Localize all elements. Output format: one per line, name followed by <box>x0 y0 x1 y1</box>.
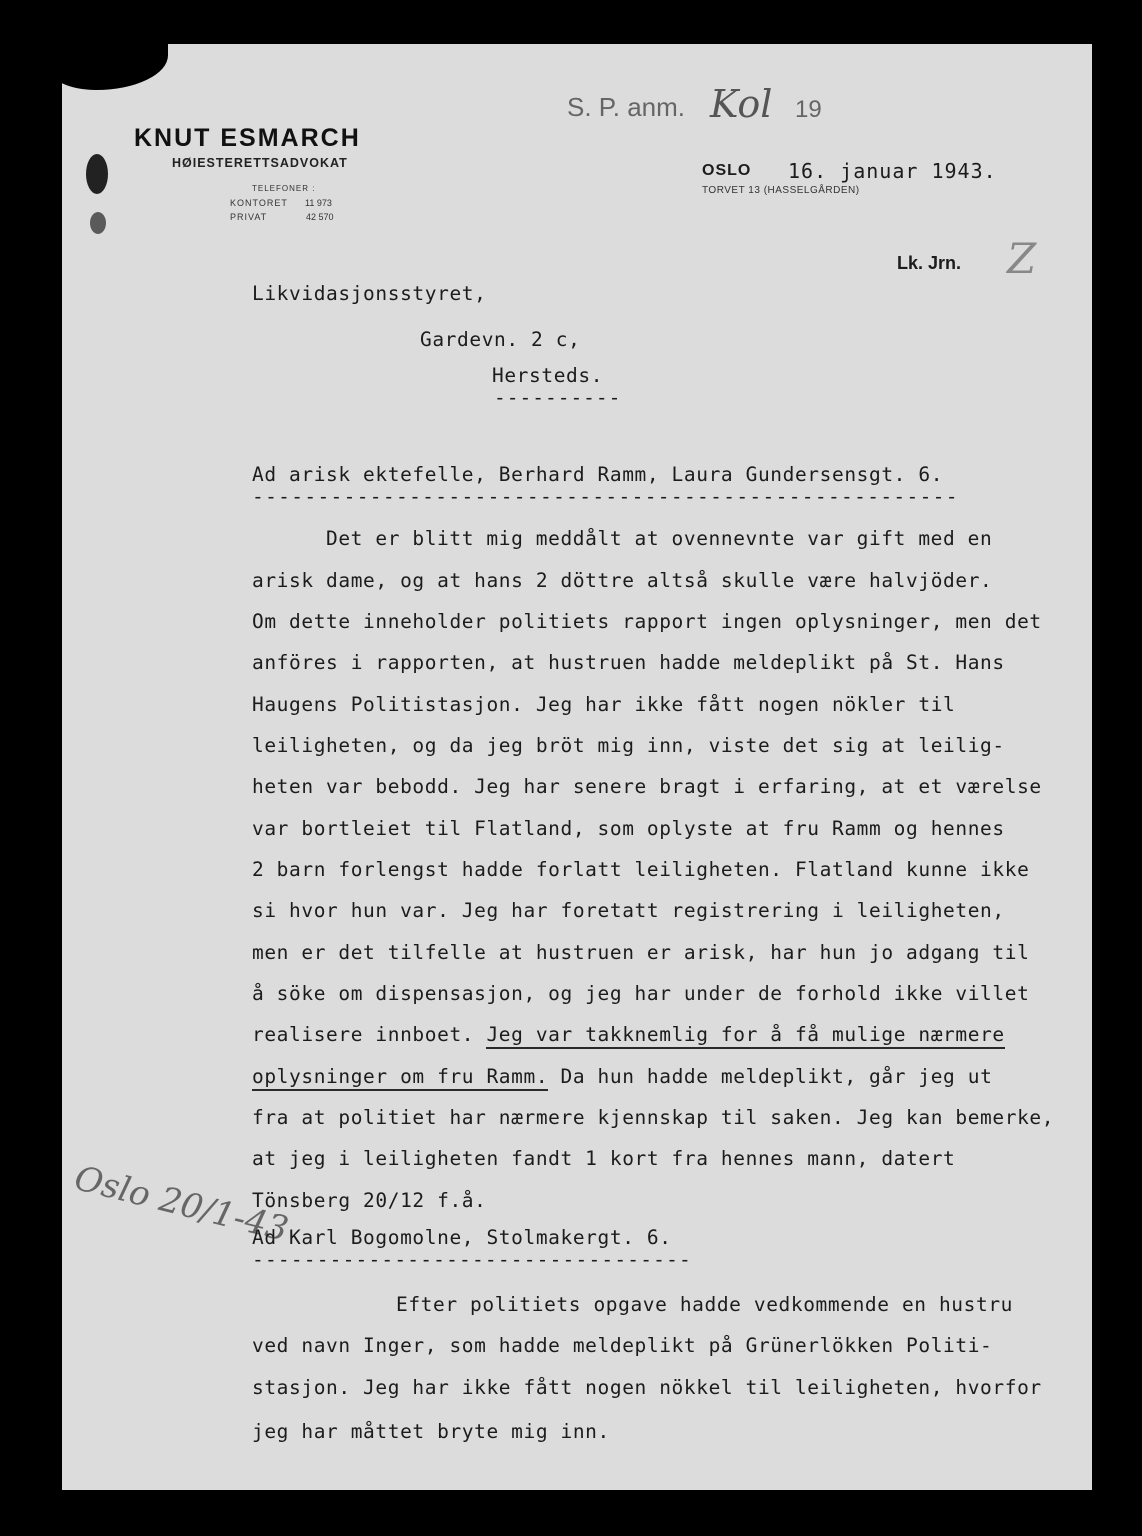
body-line: Tönsberg 20/12 f.å. <box>252 1189 487 1212</box>
body-line: jeg har måttet bryte mig inn. <box>252 1420 610 1443</box>
body-line: 2 barn forlengst hadde forlatt leiligheten. Flatland kunne ikke <box>252 858 1030 881</box>
recipient-rule: ---------- <box>494 386 622 409</box>
recipient-line-3: Hersteds. <box>492 364 604 387</box>
private-phone-label: PRIVAT <box>230 212 268 222</box>
place: OSLO <box>702 162 752 179</box>
section2-heading: Ad Karl Bogomolne, Stolmakergt. 6. <box>252 1226 672 1249</box>
office-phone-label: KONTORET <box>230 198 288 208</box>
body-line: Om dette inneholder politiets rapport ingen oplysninger, men det <box>252 610 1042 633</box>
phones-label: TELEFONER : <box>252 184 316 193</box>
body-line: arisk dame, og at hans 2 döttre altså skulle være halvjöder. <box>252 569 993 592</box>
underlined-text: Jeg var takknemlig for å få mulige nærmere <box>486 1023 1004 1049</box>
letterhead-name: KNUT ESMARCH <box>134 124 361 152</box>
section1-rule: ------------------------------------------------------ <box>252 485 959 508</box>
office-phone-number: 11 973 <box>305 198 332 208</box>
recipient-line-2: Gardevn. 2 c, <box>420 328 581 351</box>
body-text: realisere innboet. <box>252 1023 475 1046</box>
body-line: leiligheten, og da jeg bröt mig inn, viste det sig at leilig- <box>252 734 1005 757</box>
body-text: Da hun hadde meldeplikt, går jeg ut <box>560 1065 993 1088</box>
stamp: S. P. anm. <box>567 92 686 122</box>
body-line: Efter politiets opgave hadde vedkommende en hustru <box>396 1293 1013 1316</box>
body-line: si hvor hun var. Jeg har foretatt registrering i leiligheten, <box>252 899 1005 922</box>
letterhead-title: HØIESTERETTSADVOKAT <box>172 156 348 170</box>
stamp-handwritten-mark: Kol <box>710 82 773 126</box>
ink-blot <box>86 154 108 194</box>
journal-handwritten-number: Z <box>1007 234 1037 283</box>
body-line: ved navn Inger, som hadde meldeplikt på Grünerlökken Politi- <box>252 1334 993 1357</box>
address-line: TORVET 13 (HASSELGÅRDEN) <box>702 185 860 196</box>
margin-handwritten-note: Oslo 20/1-43 <box>70 1158 293 1250</box>
body-line: Det er blitt mig meddålt at ovennevnte var gift med en <box>326 527 993 550</box>
body-line: å söke om dispensasjon, og jeg har under de forhold ikke villet <box>252 982 1030 1005</box>
underlined-text: oplysninger om fru Ramm. <box>252 1065 548 1091</box>
stamp-number: 19 <box>795 96 822 123</box>
body-line: heten var bebodd. Jeg har senere bragt i erfaring, at et værelse <box>252 775 1042 798</box>
body-line: anföres i rapporten, at hustruen hadde meldeplikt på St. Hans <box>252 651 1005 674</box>
body-line: var bortleiet til Flatland, som oplyste at fru Ramm og hennes <box>252 817 1005 840</box>
body-line: fra at politiet har nærmere kjennskap til saken. Jeg kan bemerke, <box>252 1106 1055 1129</box>
body-line: men er det tilfelle at hustruen er arisk, har hun jo adgang til <box>252 941 1030 964</box>
ink-blot <box>48 32 168 90</box>
date: 16. januar 1943. <box>788 159 997 183</box>
journal-reference: Lk. Jrn. <box>897 253 962 273</box>
section2-rule: ---------------------------------- <box>252 1248 692 1271</box>
private-phone-number: 42 570 <box>306 212 334 222</box>
body-line <box>252 1023 1005 1046</box>
recipient-line-1: Likvidasjonsstyret, <box>252 282 487 305</box>
document-page <box>62 44 1092 1490</box>
ink-blot <box>90 212 106 234</box>
body-line <box>252 1065 992 1088</box>
body-line: at jeg i leiligheten fandt 1 kort fra hennes mann, datert <box>252 1147 956 1170</box>
body-line: stasjon. Jeg har ikke fått nogen nökkel til leiligheten, hvorfor <box>252 1376 1042 1399</box>
body-line: Haugens Politistasjon. Jeg har ikke fått nogen nökler til <box>252 693 956 716</box>
section1-heading: Ad arisk ektefelle, Berhard Ramm, Laura Gundersensgt. 6. <box>252 463 944 486</box>
